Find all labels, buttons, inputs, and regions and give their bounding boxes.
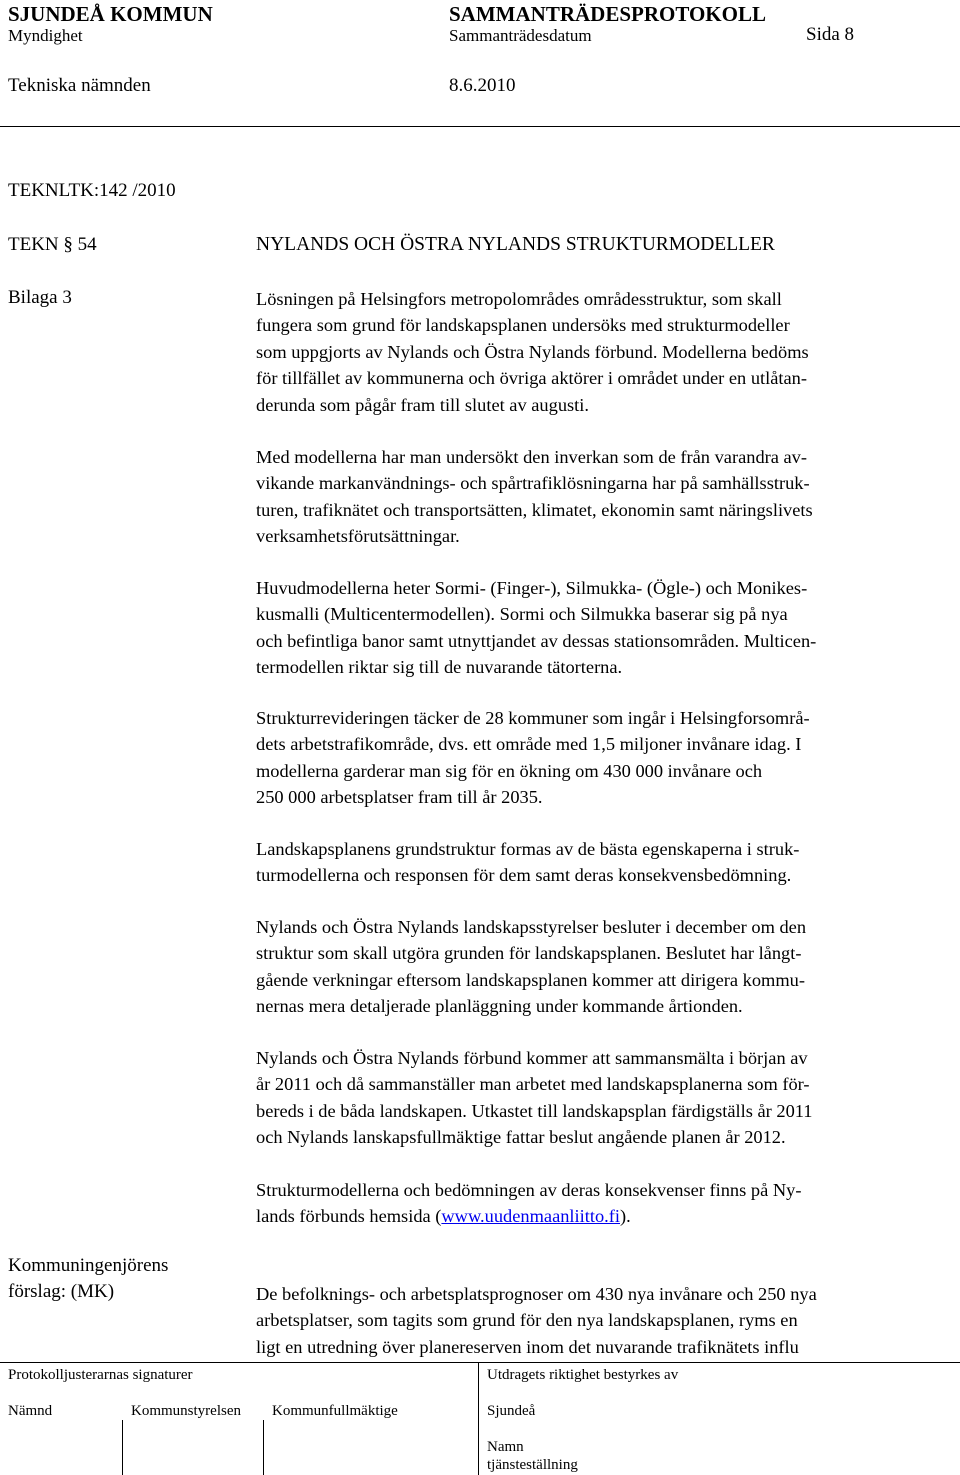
certified-label: Utdragets riktighet bestyrkes av — [487, 1367, 679, 1383]
text-line: och Nylands lanskapsfullmäktige fattar beslut angående planen år 2012. — [256, 1127, 786, 1148]
text-line: gående verkningar eftersom landskapsplanen kommer att dirigera kommu- — [256, 969, 805, 990]
text-line: De befolknings- och arbetsplatsprognoser om 430 nya invånare och 250 nya — [256, 1284, 817, 1304]
text-line: verksamhetsförutsättningar. — [256, 526, 460, 547]
footer-col-kommunstyrelsen: Kommunstyrelsen — [131, 1403, 241, 1419]
text-line: bereds i de båda landskapen. Utkastet till landskapsplan färdigställs år 2011 — [256, 1100, 813, 1121]
proposal-label-line-2: förslag: (MK) — [8, 1281, 115, 1302]
text-fragment: ). — [620, 1206, 631, 1227]
paragraph-2 — [256, 444, 956, 550]
signatures-label: Protokolljusterarnas signaturer — [8, 1367, 193, 1383]
text-line: derunda som pågår fram till slutet av augusti. — [256, 394, 589, 415]
text-line: ligt en utredning över planereserven inom det nuvarande trafiknätets influ — [256, 1336, 799, 1357]
municipality-name: SJUNDEÅ KOMMUN — [8, 2, 213, 26]
text-line — [256, 1203, 956, 1229]
footer-name-label: Namn — [487, 1439, 524, 1455]
text-line: Strukturmodellerna och bedömningen av deras konsekvenser finns på Ny- — [256, 1180, 802, 1200]
text-line: turen, trafiknätet och transportsätten, klimatet, ekonomin samt näringslivets — [256, 499, 813, 520]
attachment-label: Bilaga 3 — [8, 287, 72, 308]
text-line: Landskapsplanens grundstruktur formas av de bästa egenskaperna i struk- — [256, 839, 800, 859]
text-line: arbetsplatser, som tagits som grund för den nya landskapsplanen, ryms en — [256, 1310, 798, 1331]
text-line: nernas mera detaljerade planläggning under kommande årtionden. — [256, 996, 743, 1017]
text-line: turmodellerna och responsen för dem samt deras konsekvensbedömning. — [256, 865, 792, 886]
proposal-label-line-1: Kommuningenjörens — [8, 1255, 169, 1276]
footer-divider-vertical — [478, 1362, 479, 1475]
text-line: för tillfället av kommunerna och övriga aktörer i området under en utlåtan- — [256, 368, 808, 389]
header-divider — [0, 126, 960, 127]
footer-divider-vertical — [263, 1420, 264, 1475]
text-fragment: lands förbunds hemsida ( — [256, 1206, 442, 1227]
footer-divider-vertical — [122, 1420, 123, 1475]
case-title: NYLANDS OCH ÖSTRA NYLANDS STRUKTURMODELLER — [256, 234, 775, 255]
text-line: 250 000 arbetsplatser fram till år 2035. — [256, 787, 543, 808]
proposal-text — [256, 1281, 956, 1360]
text-line: kusmalli (Multicentermodellen). Sormi och Silmukka baserar sig på nya — [256, 604, 788, 625]
text-line: dets arbetstrafikområde, dvs. ett område med 1,5 miljoner invånare idag. I — [256, 734, 802, 755]
page-number: Sida 8 — [806, 24, 855, 45]
footer-col-kommunfullmaktige: Kommunfullmäktige — [272, 1403, 398, 1419]
text-line: vikande markanvändnings- och spårtrafiklösningarna har på samhällsstruk- — [256, 473, 810, 494]
text-line: modellerna garderar man sig för en ökning om 430 000 invånare och — [256, 760, 763, 781]
meeting-date: 8.6.2010 — [449, 75, 516, 96]
paragraph-4 — [256, 705, 956, 811]
paragraph-6 — [256, 914, 956, 1020]
section-number: TEKN § 54 — [8, 234, 97, 255]
authority-label: Myndighet — [8, 26, 83, 45]
footer-col-sjundea: Sjundeå — [487, 1403, 536, 1419]
text-line: Nylands och Östra Nylands landskapsstyrelser besluter i december om den — [256, 917, 807, 937]
paragraph-1 — [256, 286, 956, 418]
paragraph-7 — [256, 1045, 956, 1151]
authority-name: Tekniska nämnden — [8, 75, 151, 96]
text-line: år 2011 och då sammanställer man arbetet med landskapsplanerna som för- — [256, 1074, 810, 1095]
paragraph-5 — [256, 836, 956, 889]
text-line: fungera som grund för landskapsplanen undersöks med strukturmodeller — [256, 315, 790, 336]
footer-col-namnd: Nämnd — [8, 1403, 53, 1419]
text-line: som uppgjorts av Nylands och Östra Nylands förbund. Modellerna bedöms — [256, 341, 809, 362]
footer-title-label: tjänsteställning — [487, 1457, 578, 1473]
text-line: Med modellerna har man undersökt den inverkan som de från varandra av- — [256, 447, 808, 467]
footer-divider — [0, 1362, 960, 1363]
text-line: och befintliga banor samt utnyttjandet av dessas stationsområden. Multicen- — [256, 630, 817, 651]
website-link[interactable]: www.uudenmaanliitto.fi — [441, 1206, 620, 1227]
paragraph-3 — [256, 575, 956, 681]
text-line: Lösningen på Helsingfors metropolområdes områdesstruktur, som skall — [256, 289, 782, 309]
text-line: Nylands och Östra Nylands förbund kommer att sammansmälta i början av — [256, 1048, 808, 1068]
case-reference: TEKNLTK:142 /2010 — [8, 180, 176, 201]
document-type: SAMMANTRÄDESPROTOKOLL — [449, 2, 766, 26]
text-line: Strukturrevideringen täcker de 28 kommuner som ingår i Helsingforsområ- — [256, 708, 810, 728]
paragraph-8 — [256, 1177, 956, 1230]
text-line: Huvudmodellerna heter Sormi- (Finger-), Silmukka- (Ögle-) och Monikes- — [256, 578, 808, 598]
text-line: struktur som skall utgöra grunden för landskapsplanen. Beslutet har långt- — [256, 943, 802, 964]
meeting-date-label: Sammanträdesdatum — [449, 26, 592, 45]
text-line: termodellen riktar sig till de nuvarande tätorterna. — [256, 657, 623, 678]
